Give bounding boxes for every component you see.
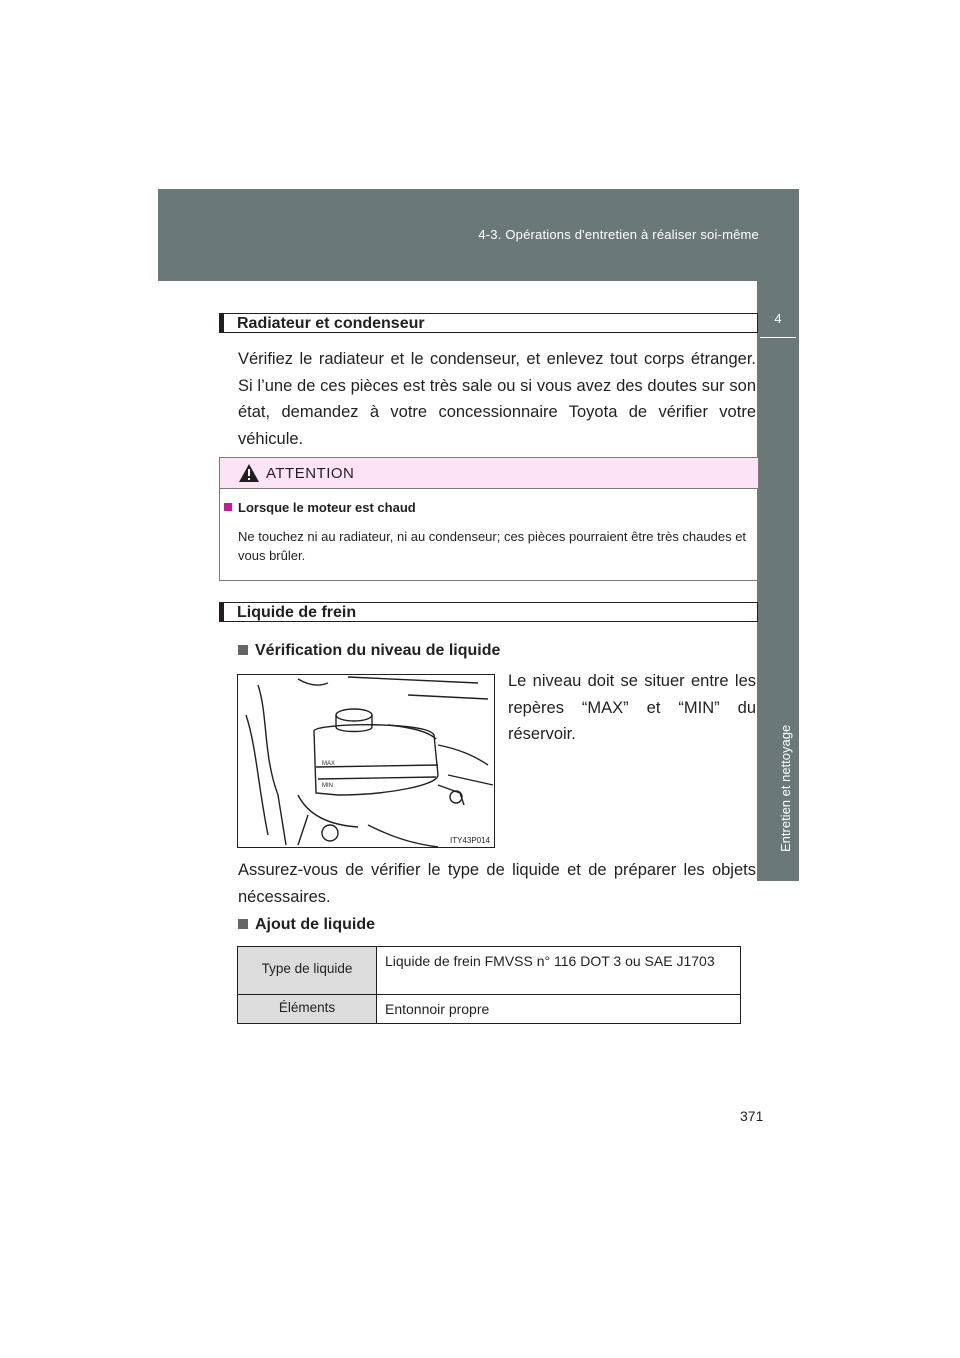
chapter-divider	[760, 337, 796, 338]
warning-subtitle: Lorsque le moteur est chaud	[224, 500, 416, 515]
brake-fluid-reservoir-illustration	[237, 674, 495, 848]
square-bullet-icon	[238, 919, 248, 929]
warning-title: ATTENTION	[266, 465, 355, 482]
subheading-add-fluid: Ajout de liquide	[238, 916, 375, 934]
section-heading-radiator	[219, 313, 758, 333]
chapter-label: Entretien et nettoyage	[778, 724, 793, 852]
section-title: 4-3. Opérations d'entretien à réaliser soi-même	[478, 227, 759, 242]
warning-box	[219, 457, 759, 581]
radiator-paragraph: Vérifiez le radiateur et le condenseur, et enlevez tout corps étranger. Si l’une de ces pièces est très sale ou si vous avez des doutes sur son état, demandez à votre concessionnaire Toyota de vérifier votre véhicule.	[238, 350, 756, 448]
warning-triangle-icon	[238, 463, 260, 483]
section-heading-brake-fluid	[219, 602, 758, 622]
section-heading-text: Liquide de frein	[237, 604, 357, 621]
section-heading-text: Radiateur et condenseur	[237, 315, 425, 332]
table-row	[238, 947, 741, 995]
table-key: Type de liquide	[238, 947, 377, 995]
chapter-number: 4	[774, 311, 782, 326]
page-number: 371	[740, 1108, 764, 1124]
figure-code: ITY43P014	[449, 836, 490, 845]
min-mark: MIN	[322, 783, 333, 789]
table-value: Liquide de frein FMVSS n° 116 DOT 3 ou SAE J1703	[377, 947, 741, 995]
table-value: Entonnoir propre	[377, 995, 741, 1024]
square-bullet-icon	[238, 645, 248, 655]
square-bullet-icon	[224, 503, 232, 511]
table-row	[238, 995, 741, 1024]
chapter-header-band	[158, 189, 799, 281]
level-check-paragraph: Le niveau doit se situer entre les repères “MAX” et “MIN” du réservoir.	[508, 672, 756, 743]
fluid-note-paragraph: Assurez-vous de vérifier le type de liquide et de préparer les objets nécessaires.	[238, 861, 756, 906]
fluid-spec-table	[237, 946, 741, 1024]
reservoir-drawing	[238, 675, 495, 848]
max-mark: MAX	[322, 761, 336, 767]
warning-text: Ne touchez ni au radiateur, ni au condenseur; ces pièces pourraient être très chaudes et vous brûler.	[238, 529, 747, 563]
subheading-level-check: Vérification du niveau de liquide	[238, 642, 500, 660]
table-key: Éléments	[238, 995, 377, 1024]
warning-header	[220, 458, 758, 489]
